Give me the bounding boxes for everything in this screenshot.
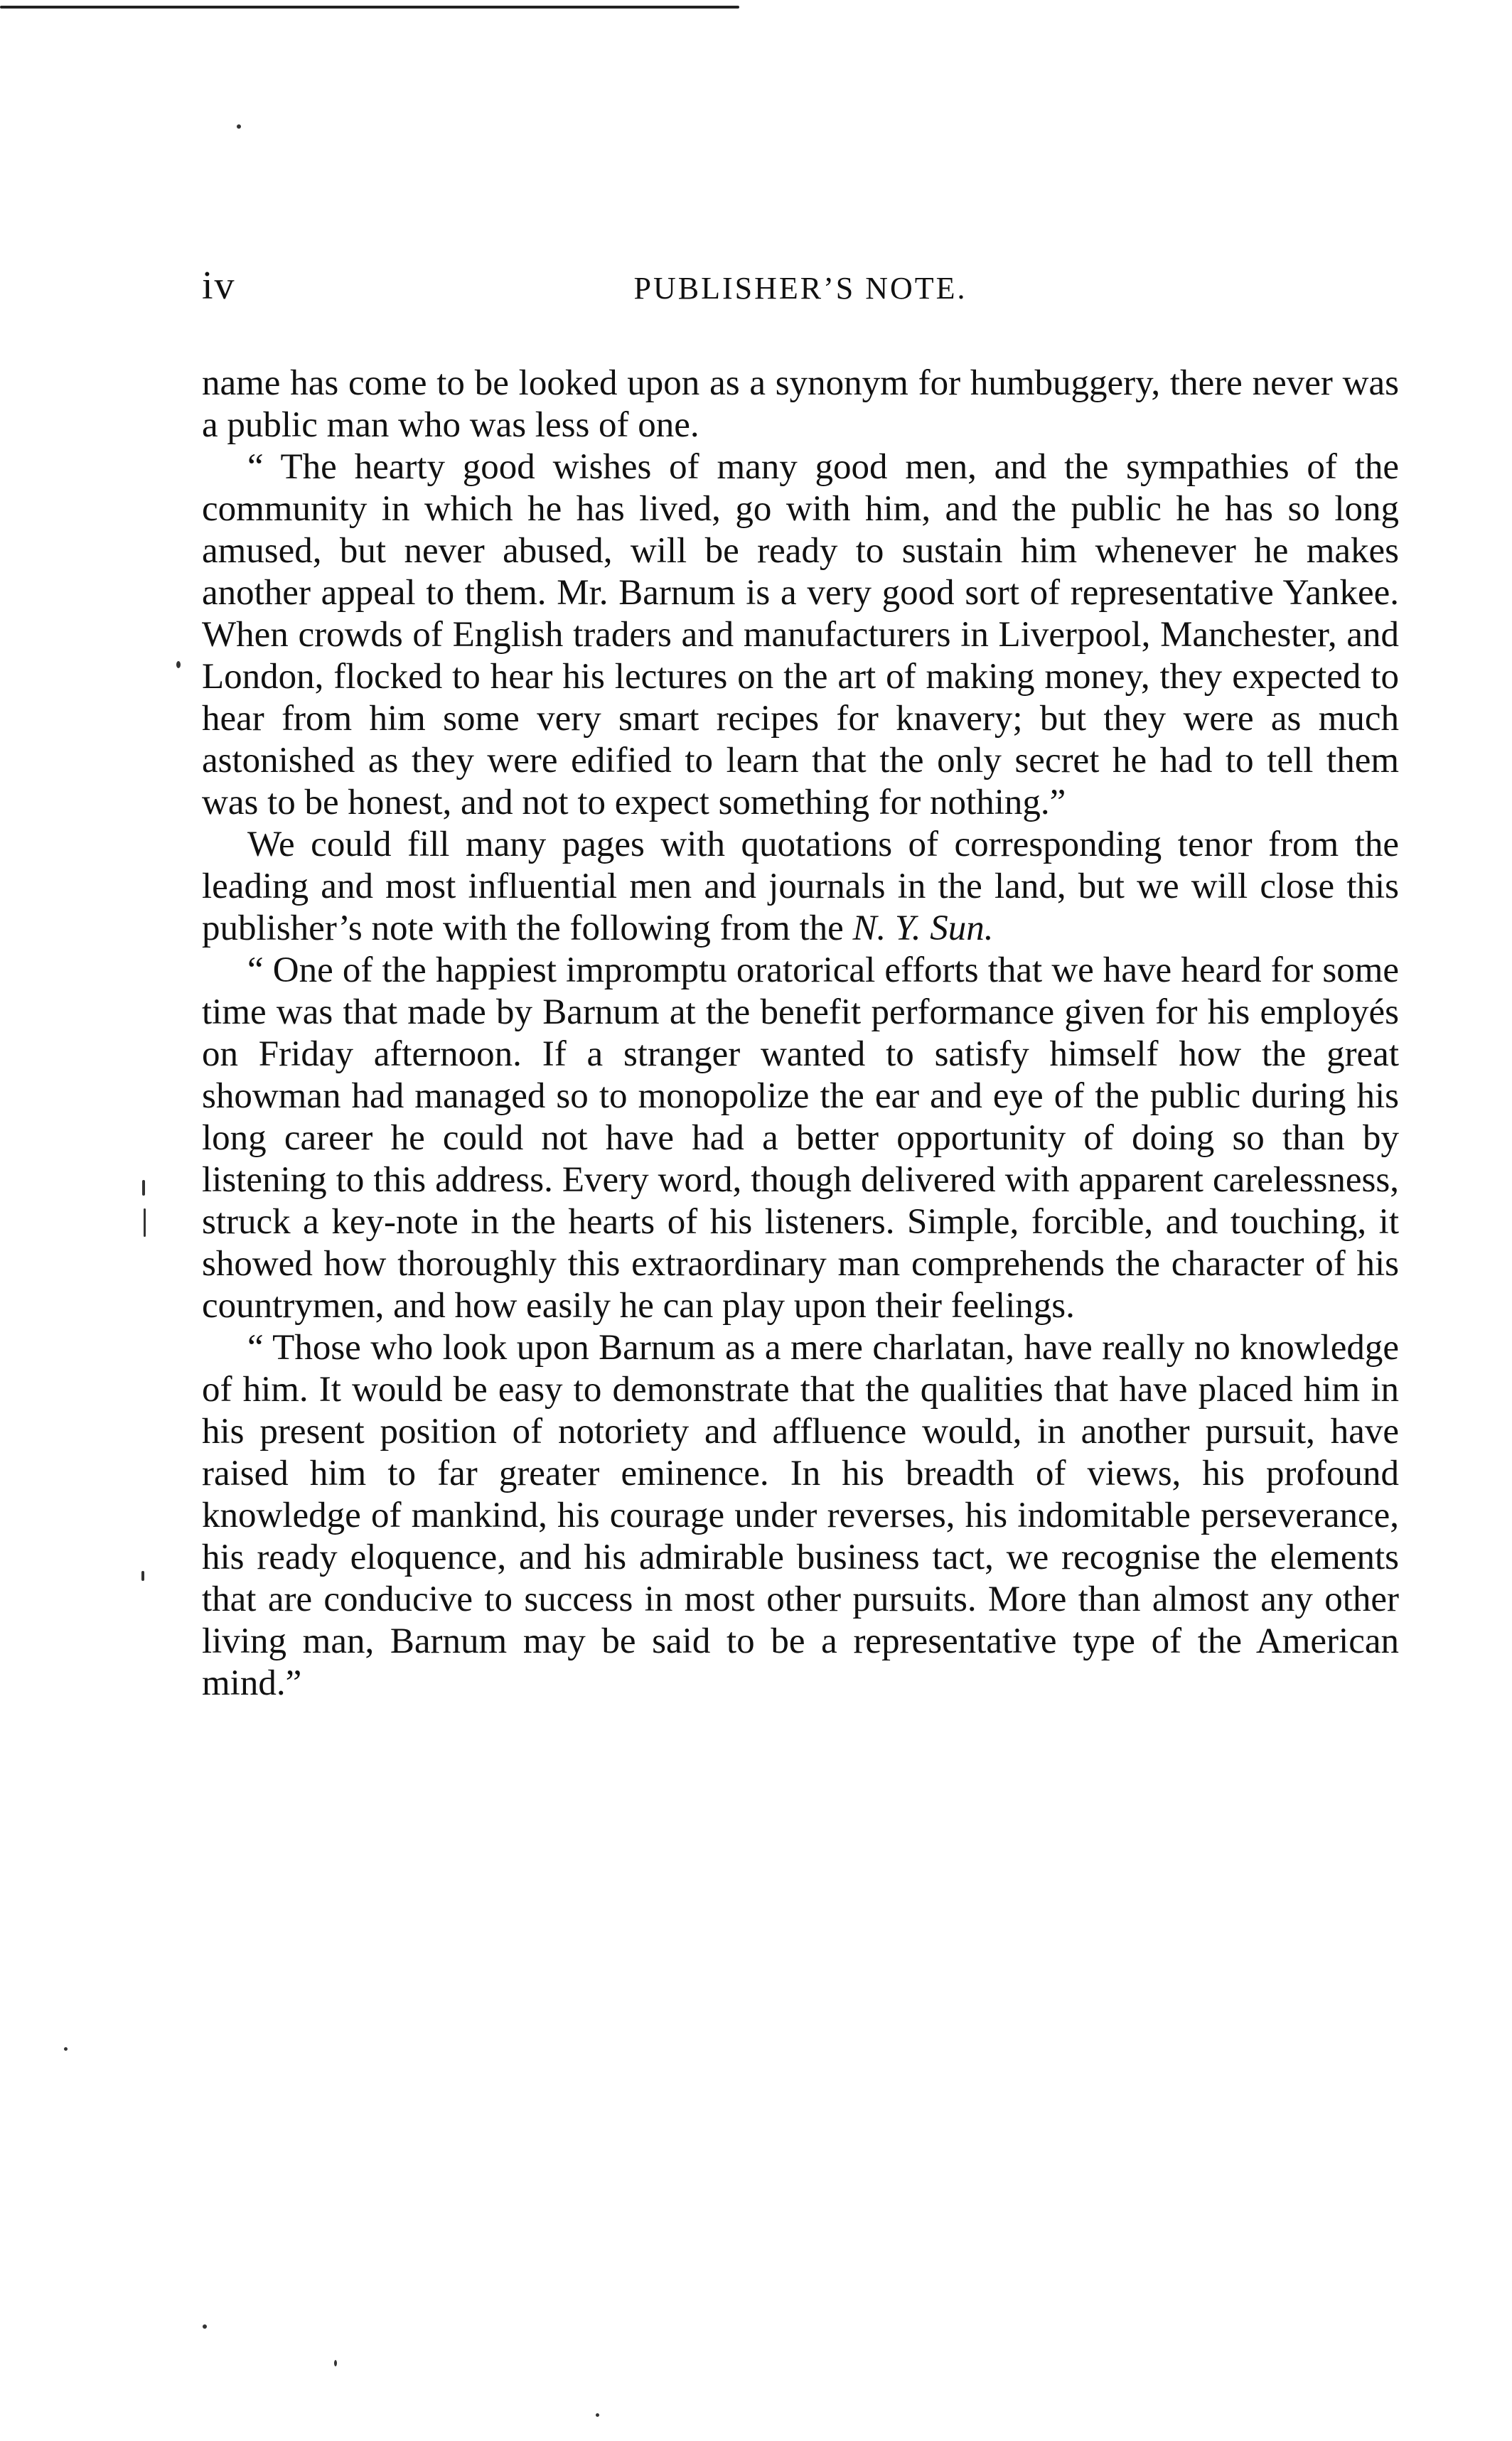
page-header	[202, 263, 1399, 320]
paragraph-continued: name has come to be looked upon as a synonym for humbuggery, there never was a public man who was less of one.	[202, 363, 1399, 445]
scan-speck	[596, 2413, 599, 2417]
source-citation: N. Y. Sun.	[852, 908, 994, 948]
scan-speck	[142, 1180, 145, 1196]
page-number: iv	[202, 264, 236, 308]
scan-speck	[144, 1208, 146, 1237]
paragraph-publisher-remark	[202, 824, 1399, 950]
running-head: PUBLISHER’S NOTE.	[633, 271, 967, 306]
page-body	[202, 363, 1399, 1705]
paragraph-quote-barnum-yankee: “ The hearty good wishes of many good men, and the sympathies of the community in which he has lived, go with him, and the public he has so long amused, but never abused, will be ready to sustain him whenever he makes another appeal to them. Mr. Barnum is a very good sort of representative Yankee. When crowds of English traders and manufacturers in Liverpool, Manchester, and London, flocked to hear his lectures on the art of making money, they expected to hear from him some very smart recipes for knavery; but they were as much astonished as they were edified to learn that the only secret he had to tell them was to be honest, and not to expect something for nothing.”	[202, 447, 1399, 822]
scan-speck	[176, 661, 181, 668]
scan-speck	[237, 124, 241, 129]
scan-speck	[203, 2324, 207, 2329]
scan-speck	[64, 2047, 68, 2051]
publisher-remark-text: We could fill many pages with quotations of corresponding tenor from the leading and most influential men and journals in the land, but we will close this publisher’s note with the following from the	[202, 825, 1399, 948]
paragraph-quote-oratory: “ One of the happiest impromptu oratorical efforts that we have heard for some time was that made by Barnum at the benefit performance given for his employés on Friday afternoon. If a stranger wanted to satisfy himself how the great showman had managed so to monopolize the ear and eye of the public during his long career he could not have had a better opportunity of doing so than by listening to this address. Every word, though delivered with apparent carelessness, struck a key-note in the hearts of his listeners. Simple, forcible, and touching, it showed how thoroughly this extraordinary man comprehends the character of his countrymen, and how easily he can play upon their feelings.	[202, 950, 1399, 1326]
scan-speck	[141, 1571, 144, 1581]
top-edge-rule	[0, 6, 739, 9]
paragraph-quote-charlatan: “ Those who look upon Barnum as a mere charlatan, have really no knowledge of him. It would be easy to demonstrate that the qualities that have placed him in his present position of notoriety and affluence would, in another pursuit, have raised him to far greater eminence. In his breadth of views, his profound knowledge of mankind, his courage under reverses, his indomitable perseverance, his ready eloquence, and his admirable business tact, we recognise the elements that are conducive to success in most other pursuits. More than almost any other living man, Barnum may be said to be a representative type of the American mind.”	[202, 1328, 1399, 1703]
scan-speck	[334, 2360, 337, 2366]
